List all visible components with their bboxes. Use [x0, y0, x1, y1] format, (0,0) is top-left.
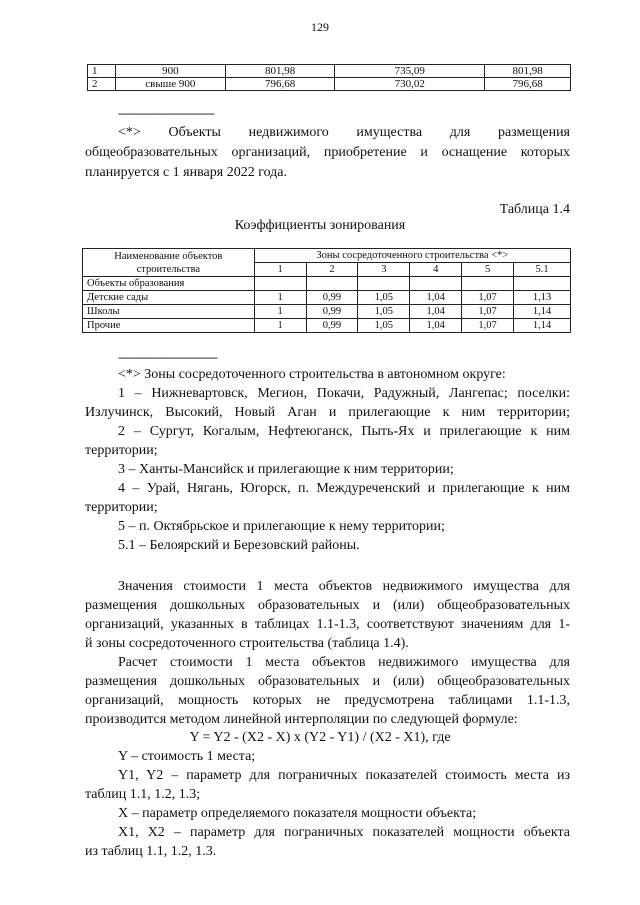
table-cell: 1: [254, 319, 306, 333]
table-cell: 1,13: [514, 291, 571, 305]
footnote-separator: ---------------------------------: [118, 350, 217, 364]
paragraph-line: размещения дошкольных образовательных и (или) общеобразовательных: [85, 598, 570, 613]
paragraph-line: Значения стоимости 1 места объектов недвижимого имущества для: [118, 579, 570, 594]
table-cell: 1,05: [358, 291, 410, 305]
cost-table: [87, 64, 571, 91]
table-cell: 1,14: [514, 305, 571, 319]
paragraph-line: организаций, указанных в таблицах 1.1-1.3, соответствуют значениям для 1-: [85, 617, 570, 632]
table-cell: 1,04: [410, 319, 462, 333]
table-cell: 1: [254, 291, 306, 305]
table-cell: 1,07: [462, 319, 514, 333]
table-row: [83, 319, 571, 333]
table-cell: 0,99: [306, 319, 358, 333]
table-label: Таблица 1.4: [499, 202, 570, 217]
table-cell: 801,98: [225, 65, 335, 78]
definition-line: X – параметр определяемого показателя мощности объекта;: [118, 806, 477, 821]
formula: Y = Y2 - (X2 - X) x (Y2 - Y1) / (X2 - X1), где: [189, 730, 451, 745]
table-cell: 1,05: [358, 305, 410, 319]
zone-header: 2: [306, 263, 358, 277]
zone-header: 5: [462, 263, 514, 277]
table-row: [83, 305, 571, 319]
zone-line: 5.1 – Белоярский и Березовский районы.: [118, 538, 360, 553]
zone-header: 1: [254, 263, 306, 277]
row-name: Школы: [83, 305, 255, 319]
table-cell: 2: [88, 78, 116, 91]
table-cell: 1,04: [410, 305, 462, 319]
footnote-line: <*> Объекты недвижимого имущества для размещения: [118, 125, 570, 140]
footnote-separator: --------------------------------: [118, 106, 214, 120]
page-number: 129: [311, 20, 329, 34]
table-cell: 796,68: [485, 78, 571, 91]
definition-line: Y – стоимость 1 места;: [118, 749, 256, 764]
header-name-cell: Наименование объектов строительства: [83, 249, 255, 277]
footnote-line: планируется с 1 января 2022 года.: [85, 165, 288, 180]
table-cell: 0,99: [306, 291, 358, 305]
paragraph-line: размещения дошкольных образовательных и (или) общеобразовательных: [85, 674, 570, 689]
zone-header: 4: [410, 263, 462, 277]
paragraph-line: Расчет стоимости 1 места объектов недвижимого имущества для: [118, 655, 570, 670]
zone-line: Излучинск, Высокий, Новый Аган и прилегающие к ним территории;: [85, 405, 570, 420]
zone-line: территории;: [85, 443, 158, 458]
table-cell: 730,02: [335, 78, 485, 91]
definition-line: X1, X2 – параметр для пограничных показателей мощности объекта: [118, 825, 570, 840]
definition-line: Y1, Y2 – параметр для пограничных показателей стоимость места из: [118, 768, 570, 783]
zone-line: 1 – Нижневартовск, Мегион, Покачи, Радужный, Лангепас; поселки:: [118, 386, 570, 401]
table-cell: 801,98: [485, 65, 571, 78]
header-group-cell: Зоны сосредоточенного строительства <*>: [254, 249, 570, 263]
table-cell: 1,07: [462, 305, 514, 319]
row-name: Детские сады: [83, 291, 255, 305]
paragraph-line: й зоны сосредоточенного строительства (таблица 1.4).: [85, 636, 409, 651]
zone-line: территории;: [85, 500, 158, 515]
zone-line: 5 – п. Октябрьское и прилегающие к нему территории;: [118, 519, 445, 534]
table-row: [83, 291, 571, 305]
paragraph-line: производится методом линейной интерполяции по следующей формуле:: [85, 712, 518, 727]
footnote-line: общеобразовательных организаций, приобретение и оснащение которых: [85, 145, 570, 160]
zoning-table: [82, 248, 571, 333]
table-cell: 900: [115, 65, 225, 78]
table-title: Коэффициенты зонирования: [234, 218, 406, 233]
table-cell: 0,99: [306, 305, 358, 319]
zone-header: 5.1: [514, 263, 571, 277]
table-cell: 1,14: [514, 319, 571, 333]
table-cell: 1: [88, 65, 116, 78]
table-cell: 1,05: [358, 319, 410, 333]
table-row: [88, 65, 571, 78]
definition-line: таблиц 1.1, 1.2, 1.3;: [85, 787, 201, 802]
group-row-label: Объекты образования: [83, 277, 255, 291]
zones-footnote-title: <*> Зоны сосредоточенного строительства в автономном округе:: [118, 367, 506, 382]
zone-line: 2 – Сургут, Когалым, Нефтеюганск, Пыть-Ях и прилегающие к ним: [118, 424, 570, 439]
zone-line: 3 – Ханты-Мансийск и прилегающие к ним территории;: [118, 462, 454, 477]
paragraph-line: организаций, мощность которых не предусмотрена таблицами 1.1-1.3,: [85, 693, 570, 708]
table-row: [88, 78, 571, 91]
zone-header: 3: [358, 263, 410, 277]
table-cell: 1: [254, 305, 306, 319]
table-row: [83, 277, 571, 291]
zone-line: 4 – Урай, Нягань, Югорск, п. Междуреченский и прилегающие к ним: [118, 481, 570, 496]
table-cell: 735,09: [335, 65, 485, 78]
row-name: Прочие: [83, 319, 255, 333]
table-cell: 1,04: [410, 291, 462, 305]
table-cell: свыше 900: [115, 78, 225, 91]
definition-line: из таблиц 1.1, 1.2, 1.3.: [85, 844, 217, 859]
table-cell: 796,68: [225, 78, 335, 91]
table-cell: 1,07: [462, 291, 514, 305]
